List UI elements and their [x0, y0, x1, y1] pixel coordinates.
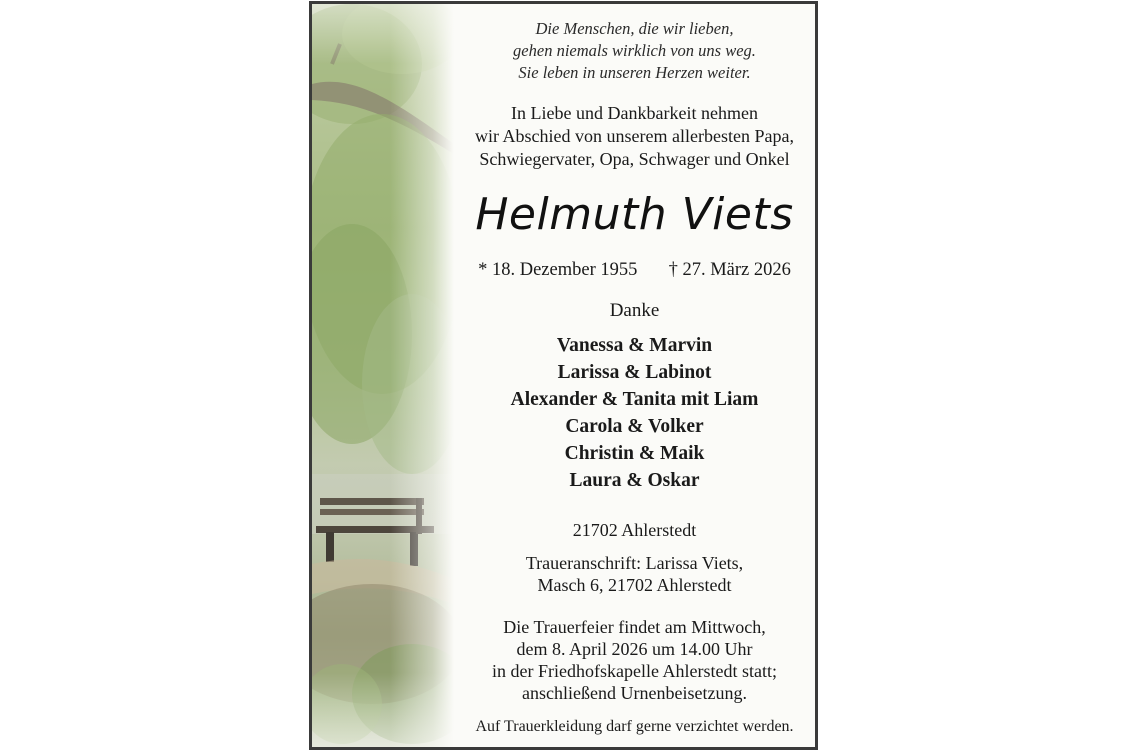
intro-line-2: wir Abschied von unserem allerbesten Papa,: [475, 126, 794, 146]
dress-note: Auf Trauerkleidung darf gerne verzichtet werden.: [475, 718, 794, 735]
family-member-2: Larissa & Labinot: [557, 362, 712, 383]
life-dates: [457, 260, 812, 281]
deceased-name: Helmuth Viets: [475, 189, 794, 240]
family-member-3: Alexander & Tanita mit Liam: [510, 389, 759, 410]
birth-date: * 18. Dezember 1955: [478, 260, 638, 280]
intro-line-3: Schwiegervater, Opa, Schwager und Onkel: [479, 149, 790, 169]
service-line-4: anschließend Urnenbeisetzung.: [522, 683, 747, 703]
park-bench-photo: [312, 4, 454, 747]
quote-line-2: gehen niemals wirklich von uns weg.: [513, 41, 756, 60]
service-line-1: Die Trauerfeier findet am Mittwoch,: [503, 617, 766, 637]
intro-line-1: In Liebe und Dankbarkeit nehmen: [511, 103, 758, 123]
obituary-card: [309, 1, 818, 750]
family-member-6: Laura & Oskar: [569, 470, 700, 491]
quote-line-1: Die Menschen, die wir lieben,: [535, 19, 734, 38]
family-member-5: Christin & Maik: [564, 443, 705, 464]
service-line-3: in der Friedhofskapelle Ahlerstedt statt;: [492, 661, 777, 681]
service-line-2: dem 8. April 2026 um 14.00 Uhr: [516, 639, 753, 659]
family-member-1: Vanessa & Marvin: [556, 335, 713, 356]
thanks-label: Danke: [609, 300, 660, 321]
death-date: † 27. März 2026: [668, 260, 791, 280]
address-line-2: Masch 6, 21702 Ahlerstedt: [537, 575, 732, 595]
obituary-text: [457, 4, 812, 747]
quote-line-3: Sie leben in unseren Herzen weiter.: [518, 63, 751, 82]
address-line-1: Traueranschrift: Larissa Viets,: [525, 553, 744, 573]
family-member-4: Carola & Volker: [565, 416, 704, 437]
place: 21702 Ahlerstedt: [572, 520, 697, 540]
